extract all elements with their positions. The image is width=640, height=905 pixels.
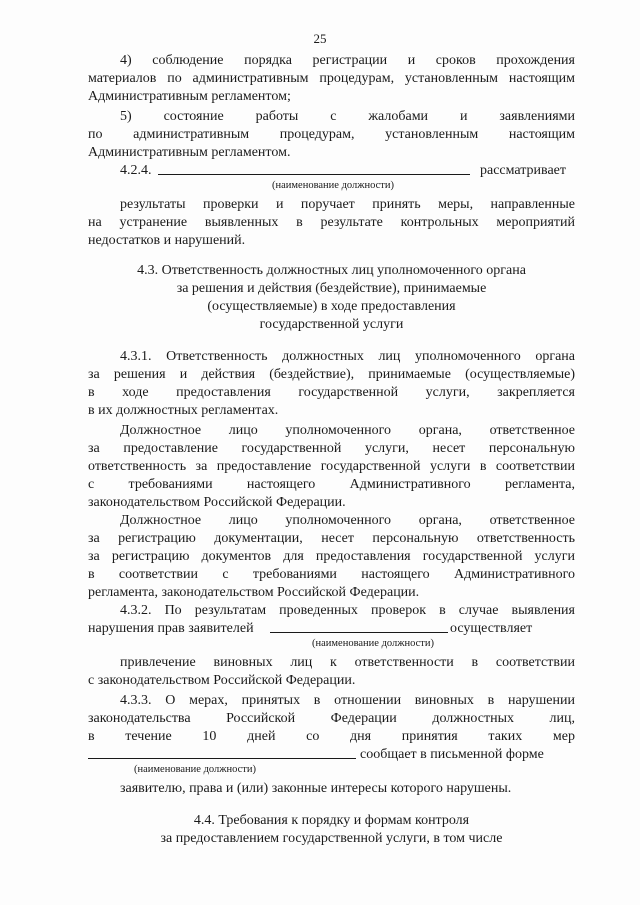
page-number: 25 bbox=[313, 31, 327, 46]
text-line: законодательством Российской Федерации. bbox=[88, 495, 346, 510]
text-line: Административным регламентом; bbox=[88, 89, 291, 104]
text-line: с требованиями настоящего Административного регламента, bbox=[88, 477, 575, 492]
blank-field bbox=[88, 745, 356, 759]
section-heading: государственной услуги bbox=[259, 317, 404, 332]
field-caption: (наименование должности) bbox=[312, 638, 435, 649]
text-line: результаты проверки и поручает принять меры, направленные bbox=[120, 197, 575, 212]
text-line: в соответствии с требованиями настоящего Административного bbox=[88, 567, 575, 582]
text-line-prefix: 4.2.4. bbox=[120, 163, 152, 178]
section-heading: 4.3. Ответственность должностных лиц уполномоченного органа bbox=[137, 263, 526, 278]
text-line: 4.3.1. Ответственность должностных лиц уполномоченного органа bbox=[120, 349, 575, 364]
text-line: за регистрацию документации, несет персональную ответственность bbox=[88, 531, 575, 546]
text-line: с законодательством Российской Федерации. bbox=[88, 673, 356, 688]
text-line: ответственность за предоставление государственной услуги в соответствии bbox=[88, 459, 575, 474]
text-line: 4) соблюдение порядка регистрации и сроков прохождения bbox=[120, 53, 575, 68]
text-line: материалов по административным процедурам, установленным настоящим bbox=[88, 71, 575, 86]
text-line: за решения и действия (бездействие), принимаемые (осуществляемые) bbox=[88, 367, 575, 382]
text-line-suffix: сообщает в письменной форме bbox=[360, 747, 544, 762]
text-line: в ходе предоставления государственной услуги, закрепляется bbox=[88, 385, 575, 400]
section-heading: за предоставлением государственной услуги, в том числе bbox=[160, 831, 503, 846]
text-line: регламента, законодательством Российской Федерации. bbox=[88, 585, 420, 600]
text-line: за регистрацию документов для предоставления государственной услуги bbox=[88, 549, 575, 564]
text-line-prefix: нарушения прав заявителей bbox=[88, 621, 254, 636]
text-line: по административным процедурам, установленным настоящим bbox=[88, 127, 575, 142]
text-line: в течение 10 дней со дня принятия таких мер bbox=[88, 729, 575, 744]
text-line: 5) состояние работы с жалобами и заявлениями bbox=[120, 109, 575, 124]
text-line: в их должностных регламентах. bbox=[88, 403, 279, 418]
text-line: за предоставление государственной услуги, несет персональную bbox=[88, 441, 575, 456]
text-line: 4.3.3. О мерах, принятых в отношении виновных в нарушении bbox=[120, 693, 575, 708]
text-line: привлечение виновных лиц к ответственности в соответствии bbox=[120, 655, 575, 670]
text-line: 4.3.2. По результатам проведенных проверок в случае выявления bbox=[120, 603, 575, 618]
text-line: недостатков и нарушений. bbox=[88, 233, 246, 248]
text-line-suffix: осуществляет bbox=[450, 621, 533, 636]
text-line: законодательства Российской Федерации должностных лиц, bbox=[88, 711, 575, 726]
section-heading: (осуществляемые) в ходе предоставления bbox=[207, 299, 456, 314]
text-line: Должностное лицо уполномоченного органа, ответственное bbox=[120, 423, 575, 438]
blank-field bbox=[270, 619, 448, 633]
field-caption: (наименование должности) bbox=[272, 180, 395, 191]
section-heading: за решения и действия (бездействие), принимаемые bbox=[176, 281, 487, 296]
field-caption: (наименование должности) bbox=[134, 764, 257, 775]
section-heading: 4.4. Требования к порядку и формам контроля bbox=[193, 813, 470, 828]
blank-field bbox=[158, 161, 470, 175]
text-line: Административным регламентом. bbox=[88, 145, 291, 160]
text-line: заявителю, права и (или) законные интересы которого нарушены. bbox=[120, 781, 512, 796]
text-line-suffix: рассматривает bbox=[480, 163, 567, 178]
text-line: Должностное лицо уполномоченного органа, ответственное bbox=[120, 513, 575, 528]
text-line: на устранение выявленных в результате контрольных мероприятий bbox=[88, 215, 575, 230]
